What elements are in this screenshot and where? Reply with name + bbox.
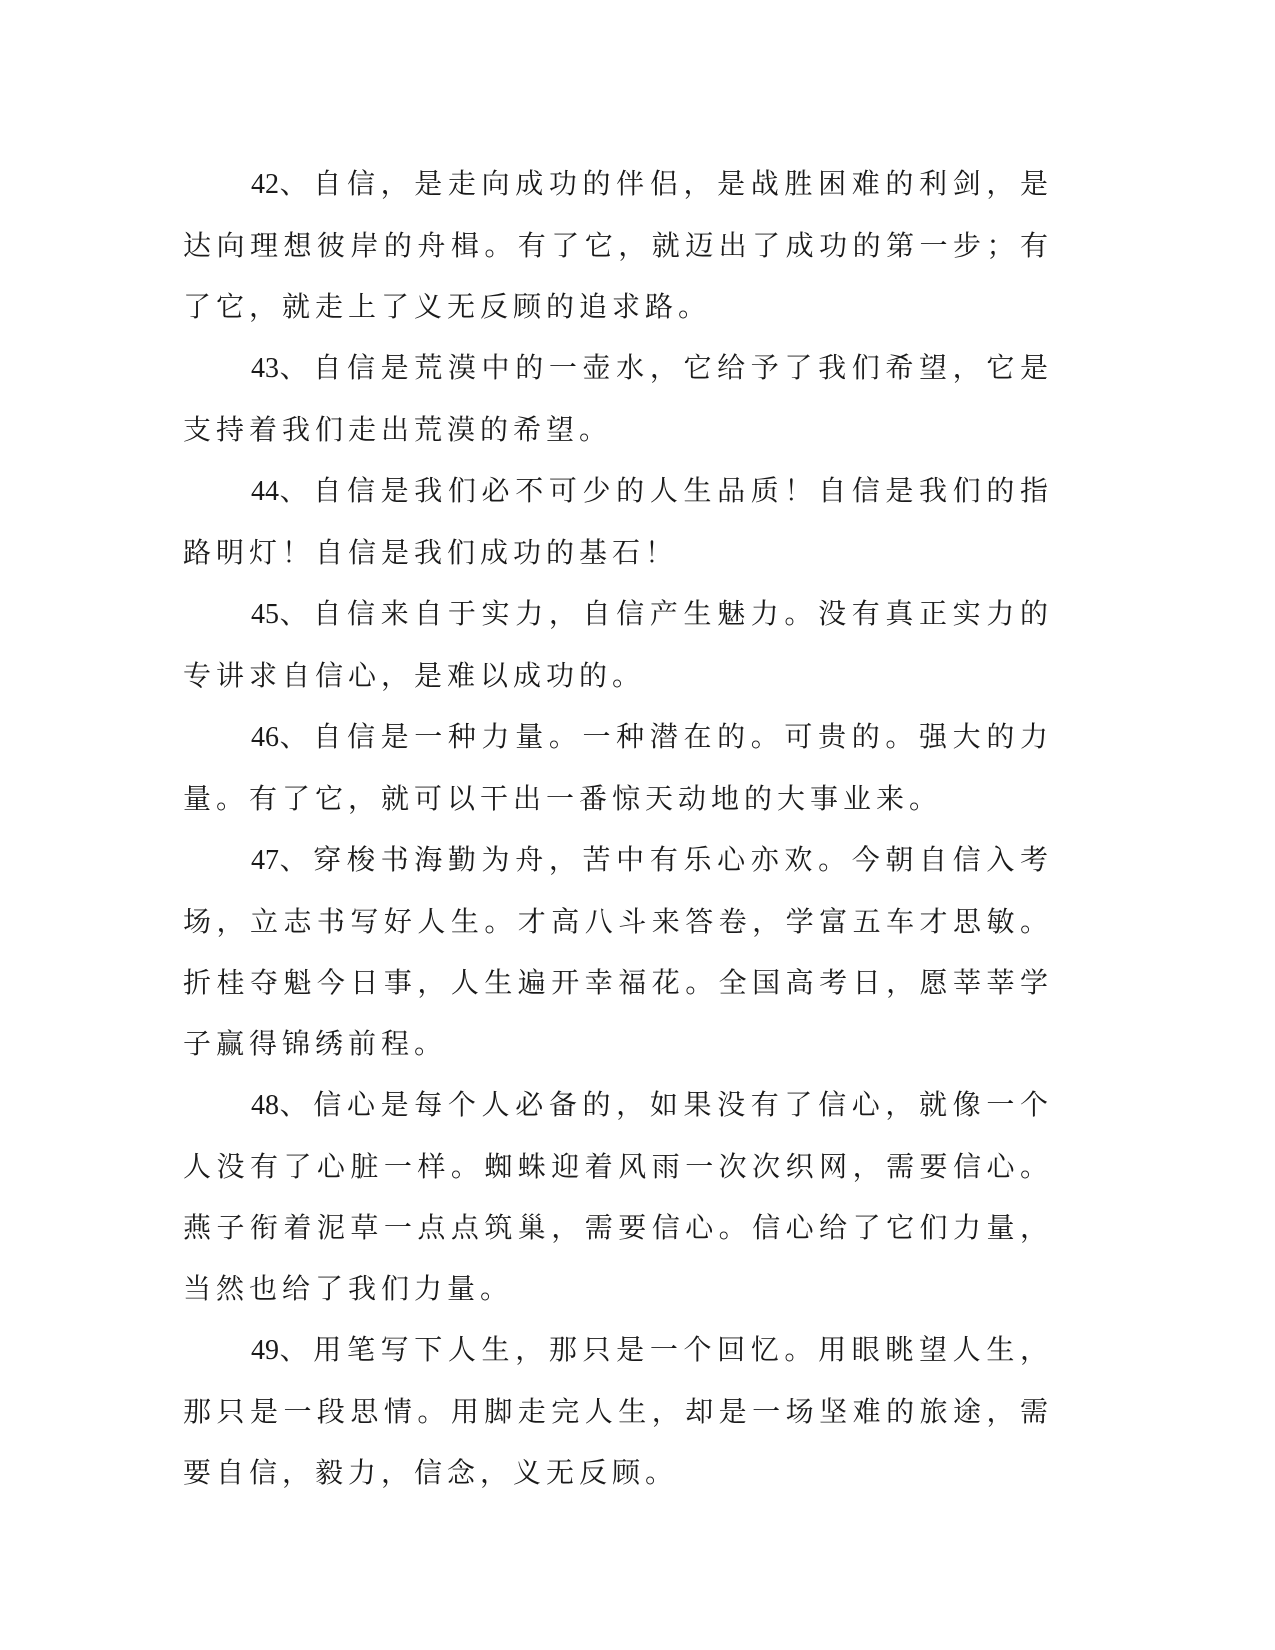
paragraph-text: 、自信，是走向成功的伴侣，是战胜困难的利剑，是达向理想彼岸的舟楫。有了它，就迈出了成功的第一步；有了它，就走上了义无反顾的追求路。 <box>183 167 1053 323</box>
paragraph-text: 、用笔写下人生，那只是一个回忆。用眼眺望人生，那只是一段思情。用脚走完人生，却是一场坚难的旅途，需要自信，毅力，信念，义无反顾。 <box>183 1333 1053 1489</box>
paragraph-number: 45 <box>251 599 279 630</box>
paragraph-49 <box>183 1319 1053 1503</box>
document-body <box>183 153 1053 1503</box>
paragraph-number: 43 <box>251 353 279 384</box>
paragraph-text: 、自信是一种力量。一种潜在的。可贵的。强大的力量。有了它，就可以干出一番惊天动地的大事业来。 <box>183 720 1053 815</box>
paragraph-text: 、自信是我们必不可少的人生品质！自信是我们的指路明灯！自信是我们成功的基石！ <box>183 474 1053 569</box>
paragraph-47 <box>183 829 1053 1074</box>
paragraph-text: 、自信来自于实力，自信产生魅力。没有真正实力的专讲求自信心，是难以成功的。 <box>183 597 1053 692</box>
paragraph-text: 、穿梭书海勤为舟，苦中有乐心亦欢。今朝自信入考场，立志书写好人生。才高八斗来答卷，学富五车才思敏。折桂夺魁今日事，人生遍开幸福花。全国高考日，愿莘莘学子赢得锦绣前程。 <box>183 843 1053 1060</box>
paragraph-number: 46 <box>251 722 279 753</box>
paragraph-number: 47 <box>251 845 279 876</box>
paragraph-number: 44 <box>251 476 279 507</box>
paragraph-45 <box>183 583 1053 706</box>
paragraph-42 <box>183 153 1053 337</box>
paragraph-text: 、信心是每个人必备的，如果没有了信心，就像一个人没有了心脏一样。蜘蛛迎着风雨一次次织网，需要信心。燕子衔着泥草一点点筑巢，需要信心。信心给了它们力量，当然也给了我们力量。 <box>183 1088 1053 1305</box>
paragraph-46 <box>183 706 1053 829</box>
paragraph-number: 48 <box>251 1090 279 1121</box>
paragraph-text: 、自信是荒漠中的一壶水，它给予了我们希望，它是支持着我们走出荒漠的希望。 <box>183 351 1053 446</box>
paragraph-43 <box>183 337 1053 460</box>
paragraph-48 <box>183 1074 1053 1319</box>
paragraph-44 <box>183 460 1053 583</box>
paragraph-number: 42 <box>251 169 279 200</box>
paragraph-number: 49 <box>251 1335 279 1366</box>
